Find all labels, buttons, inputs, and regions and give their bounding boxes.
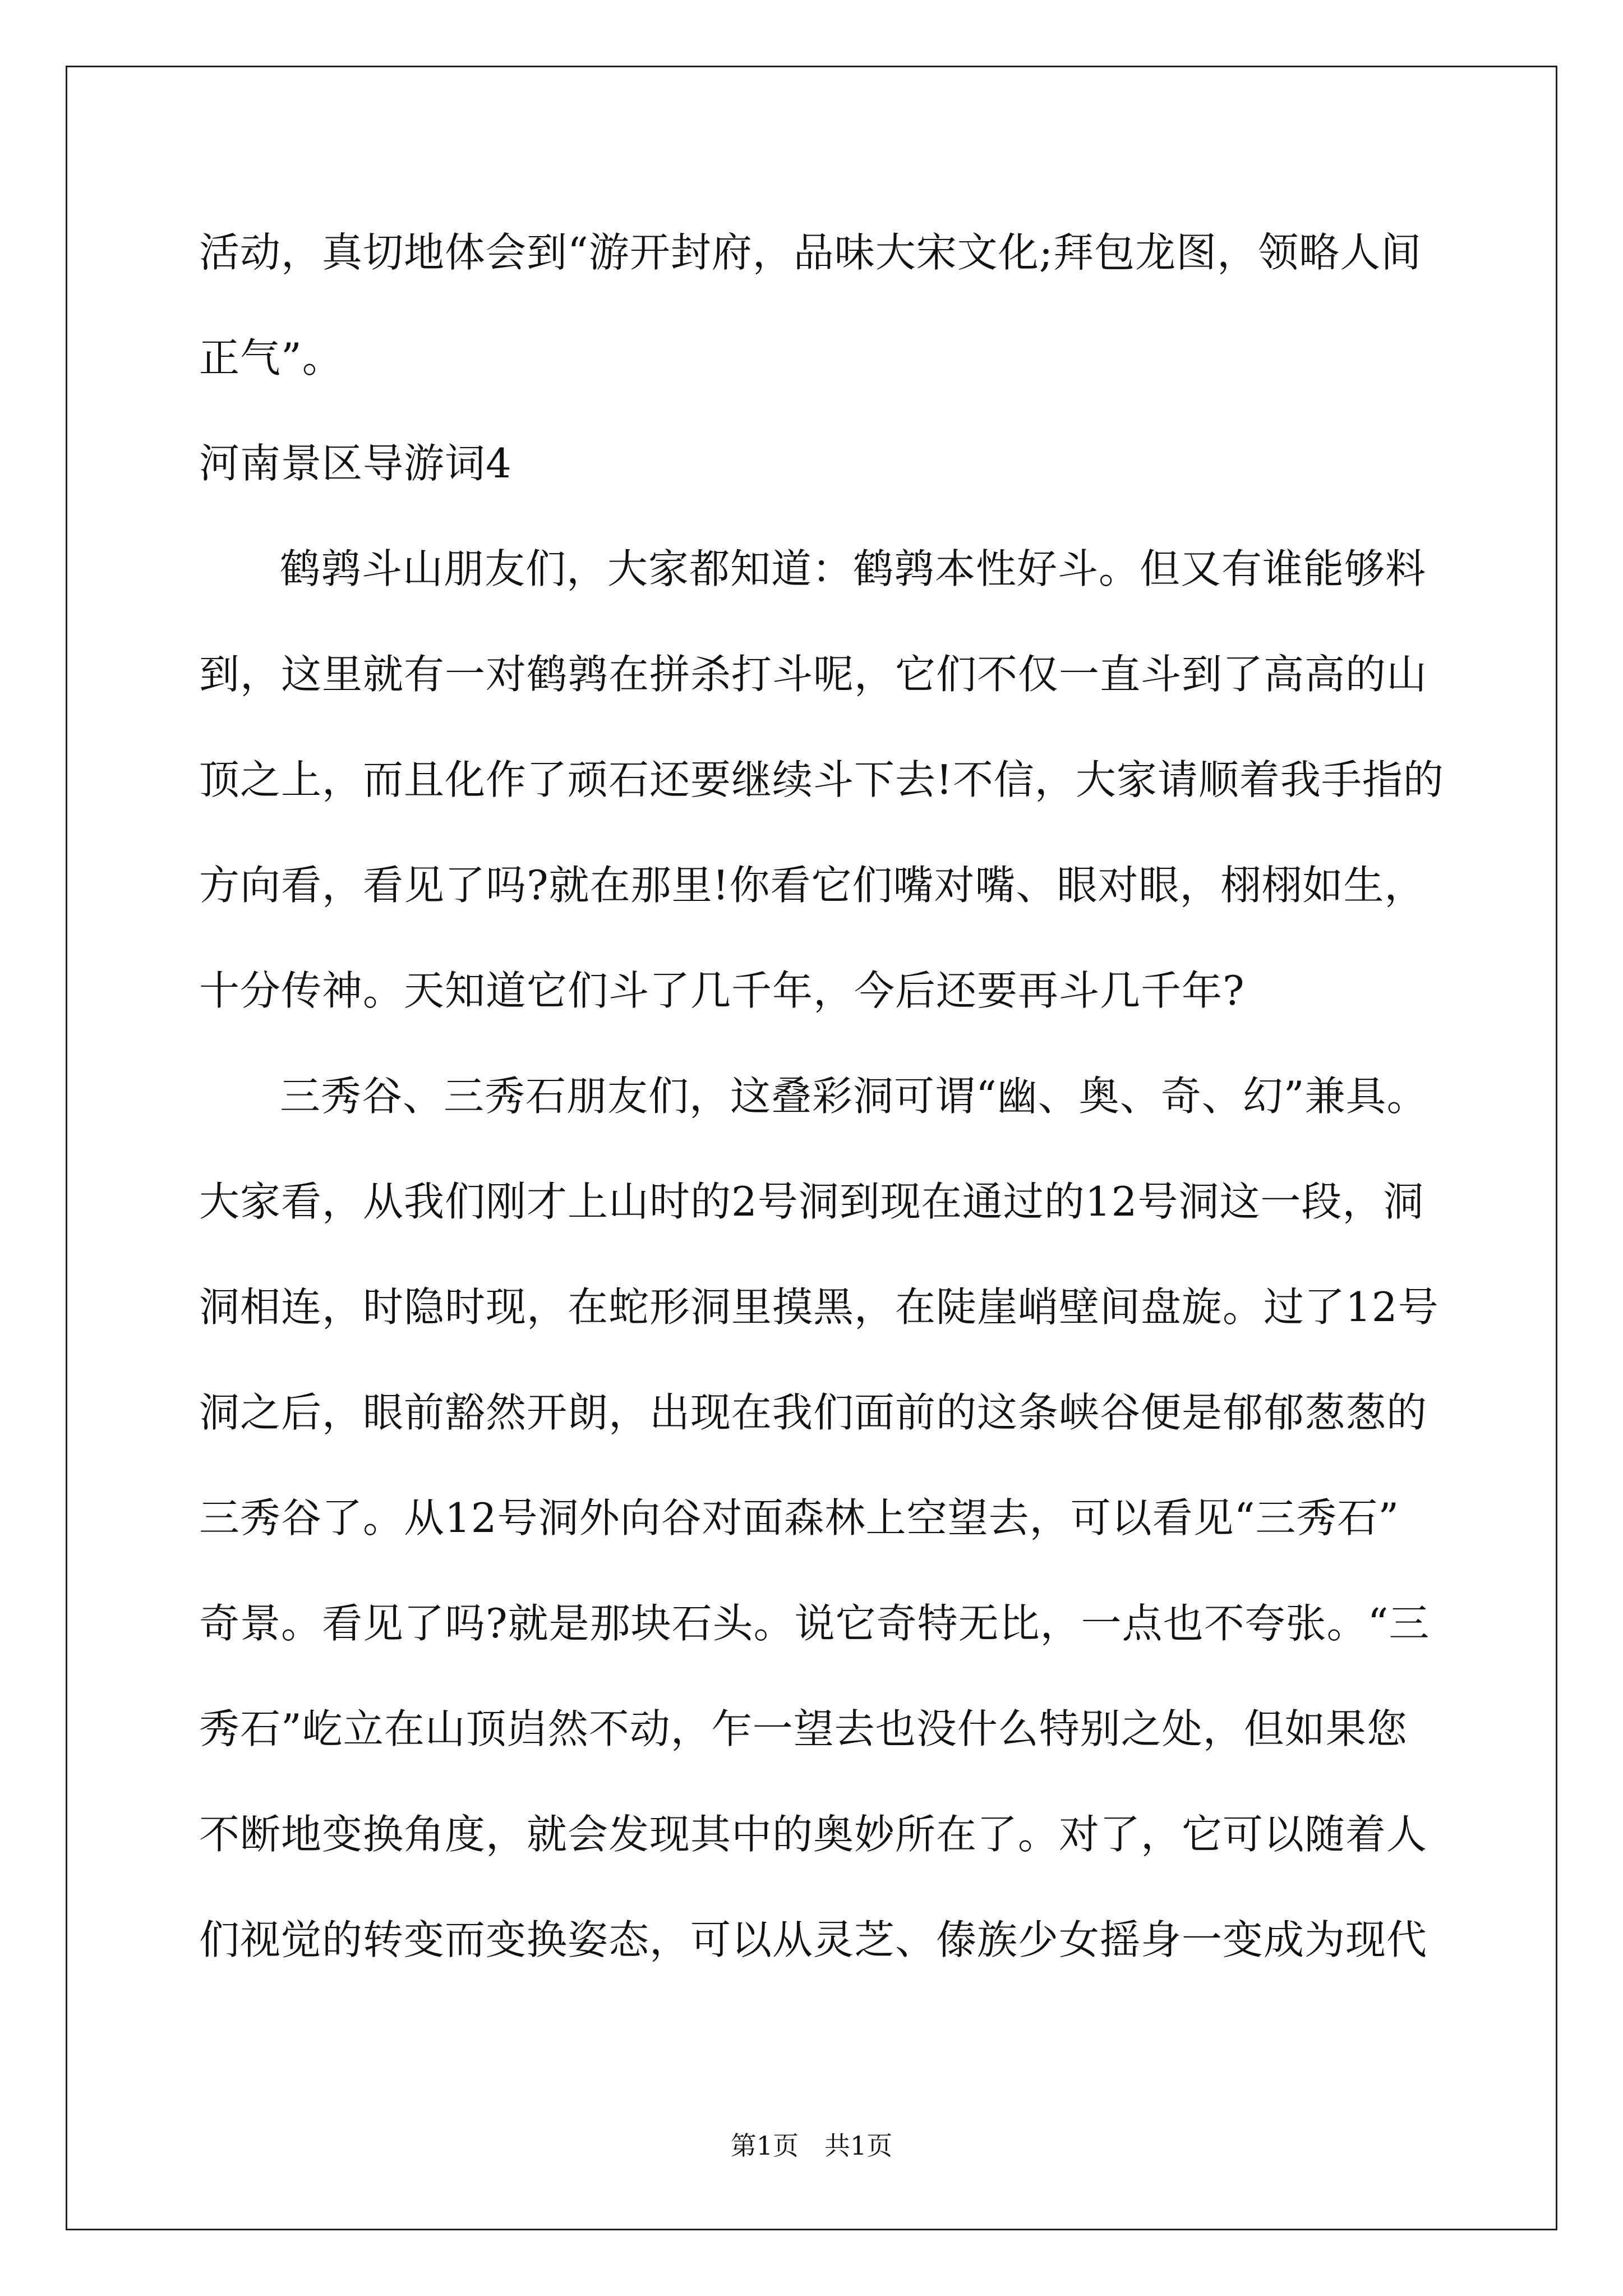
text-line: 三秀谷、三秀石朋友们，这叠彩洞可谓“幽、奥、奇、幻”兼具。 [280, 1073, 1428, 1120]
text-line: 到，这里就有一对鹤鹑在拼杀打斗呢，它们不仅一直斗到了高高的山 [199, 651, 1428, 698]
text-line: 正气”。 [199, 334, 343, 381]
text-line: 洞之后，眼前豁然开朗，出现在我们面前的这条峡谷便是郁郁葱葱的 [199, 1389, 1428, 1436]
text-line: 奇景。看见了吗?就是那块石头。说它奇特无比，一点也不夸张。“三 [199, 1600, 1430, 1647]
text-line: 洞相连，时隐时现，在蛇形洞里摸黑，在陡崖峭壁间盘旋。过了12号 [199, 1283, 1439, 1331]
text-line: 秀石”屹立在山顶岿然不动，乍一望去也没什么特别之处，但如果您 [199, 1705, 1408, 1752]
text-line: 顶之上，而且化作了顽石还要继续斗下去!不信，大家请顺着我手指的 [199, 756, 1444, 803]
section-heading: 河南景区导游词4 [199, 440, 512, 487]
text-line: 鹤鹑斗山朋友们，大家都知道：鹤鹑本性好斗。但又有谁能够料 [280, 545, 1427, 592]
text-line: 们视觉的转变而变换姿态，可以从灵芝、傣族少女摇身一变成为现代 [199, 1916, 1428, 1963]
text-line: 方向看，看见了吗?就在那里!你看它们嘴对嘴、眼对眼，栩栩如生， [199, 862, 1426, 909]
page-number: 第1页 共1页 [730, 2131, 893, 2161]
text-line: 大家看，从我们刚才上山时的2号洞到现在通过的12号洞这一段，洞 [199, 1178, 1424, 1225]
text-line: 活动，真切地体会到“游开封府，品味大宋文化;拜包龙图，领略人间 [199, 229, 1422, 276]
text-line: 十分传神。天知道它们斗了几千年，今后还要再斗几千年? [199, 967, 1245, 1014]
text-line: 三秀谷了。从12号洞外向谷对面森林上空望去，可以看见“三秀石” [199, 1494, 1400, 1542]
text-line: 不断地变换角度，就会发现其中的奥妙所在了。对了，它可以随着人 [199, 1811, 1428, 1858]
